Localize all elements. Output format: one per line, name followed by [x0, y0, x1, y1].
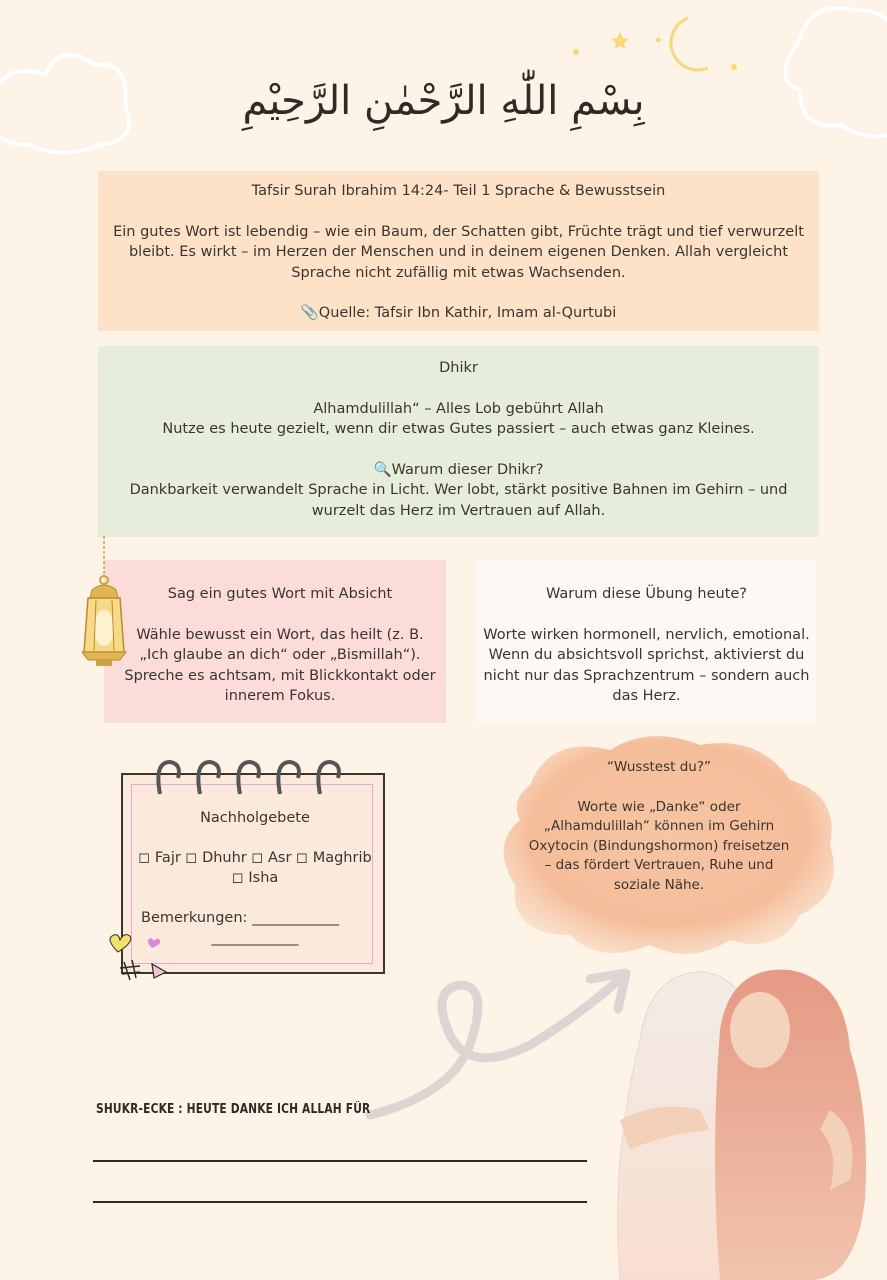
notes-line: ____________	[211, 930, 299, 946]
dhikr-why-body: Dankbarkeit verwandelt Sprache in Licht. Wer lobt, stärkt positive Bahnen im Gehirn – und wurzelt das Herz im Vertrauen auf Allah.	[129, 482, 788, 519]
hugging-women-illustration	[600, 960, 887, 1280]
dhikr-line2: Nutze es heute gezielt, wenn dir etwas Gutes passiert – auch etwas ganz Kleines.	[162, 421, 755, 437]
tafsir-box	[98, 171, 819, 331]
spiral-rings-icon	[152, 756, 352, 796]
gratitude-writing-line[interactable]	[93, 1160, 587, 1162]
shukr-corner-label: SHUKR-ECKE : HEUTE DANKE ICH ALLAH FÜR	[96, 1102, 371, 1117]
dhikr-box	[98, 346, 819, 537]
swirl-arrow-icon	[360, 965, 640, 1125]
tafsir-body: Ein gutes Wort ist lebendig – wie ein Baum, der Schatten gibt, Früchte trägt und tief verwurzelt bleibt. Es wirkt – im Herzen der Menschen und in deinem eigenen Denken. Allah vergleicht Sprache nicht zufällig mit etwas Wachsenden.	[113, 223, 804, 281]
gratitude-writing-line[interactable]	[93, 1201, 587, 1203]
why-exercise-title: Warum diese Übung heute?	[545, 586, 748, 602]
notes-label: Bemerkungen: ____________	[141, 910, 340, 926]
why-exercise-box	[476, 560, 817, 723]
prayer-catchup-list	[131, 808, 379, 948]
tafsir-source: 📎Quelle: Tafsir Ibn Kathir, Imam al-Qurtubi	[300, 305, 617, 321]
prayer-catchup-title: Nachholgebete	[200, 810, 310, 826]
tafsir-title: Tafsir Surah Ibrahim 14:24- Teil 1 Sprache & Bewusstsein	[251, 183, 666, 199]
dhikr-line1: Alhamdulillah“ – Alles Lob gebührt Allah	[313, 400, 604, 417]
good-word-box	[104, 560, 446, 723]
did-you-know-title: “Wusstest du?”	[607, 759, 711, 775]
dhikr-title: Dhikr	[439, 360, 478, 376]
moon-stars-icon	[560, 10, 750, 85]
good-word-body: Wähle bewusst ein Wort, das heilt (z. B. „Ich glaube an dich“ oder „Bismillah“). Spreche es achtsam, mit Blickkontakt oder innerem Fokus.	[124, 626, 436, 704]
cloud-outline-icon	[760, 0, 887, 150]
prayer-checkboxes[interactable]: ◻ Fajr ◻ Dhuhr ◻ Asr ◻ Maghrib ◻ Isha	[138, 850, 372, 886]
dhikr-why-title: 🔍Warum dieser Dhikr?	[373, 461, 544, 478]
lantern-icon	[78, 536, 130, 672]
did-you-know-body: Worte wie „Danke“ oder „Alhamdulillah“ können im Gehirn Oxytocin (Bindungshormon) freisetzen – das fördert Vertrauen, Ruhe und soziale Nähe.	[528, 798, 790, 893]
heart-doodle-icon	[102, 928, 174, 984]
did-you-know-box	[528, 758, 790, 895]
basmala-heading: بِسْمِ اللّٰهِ الرَّحْمٰنِ الرَّحِيْمِ	[242, 78, 645, 124]
good-word-title: Sag ein gutes Wort mit Absicht	[167, 586, 393, 602]
why-exercise-body: Worte wirken hormonell, nervlich, emotional. Wenn du absichtsvoll sprichst, aktivierst du nicht nur das Sprachzentrum – sondern auch das Herz.	[483, 626, 810, 704]
